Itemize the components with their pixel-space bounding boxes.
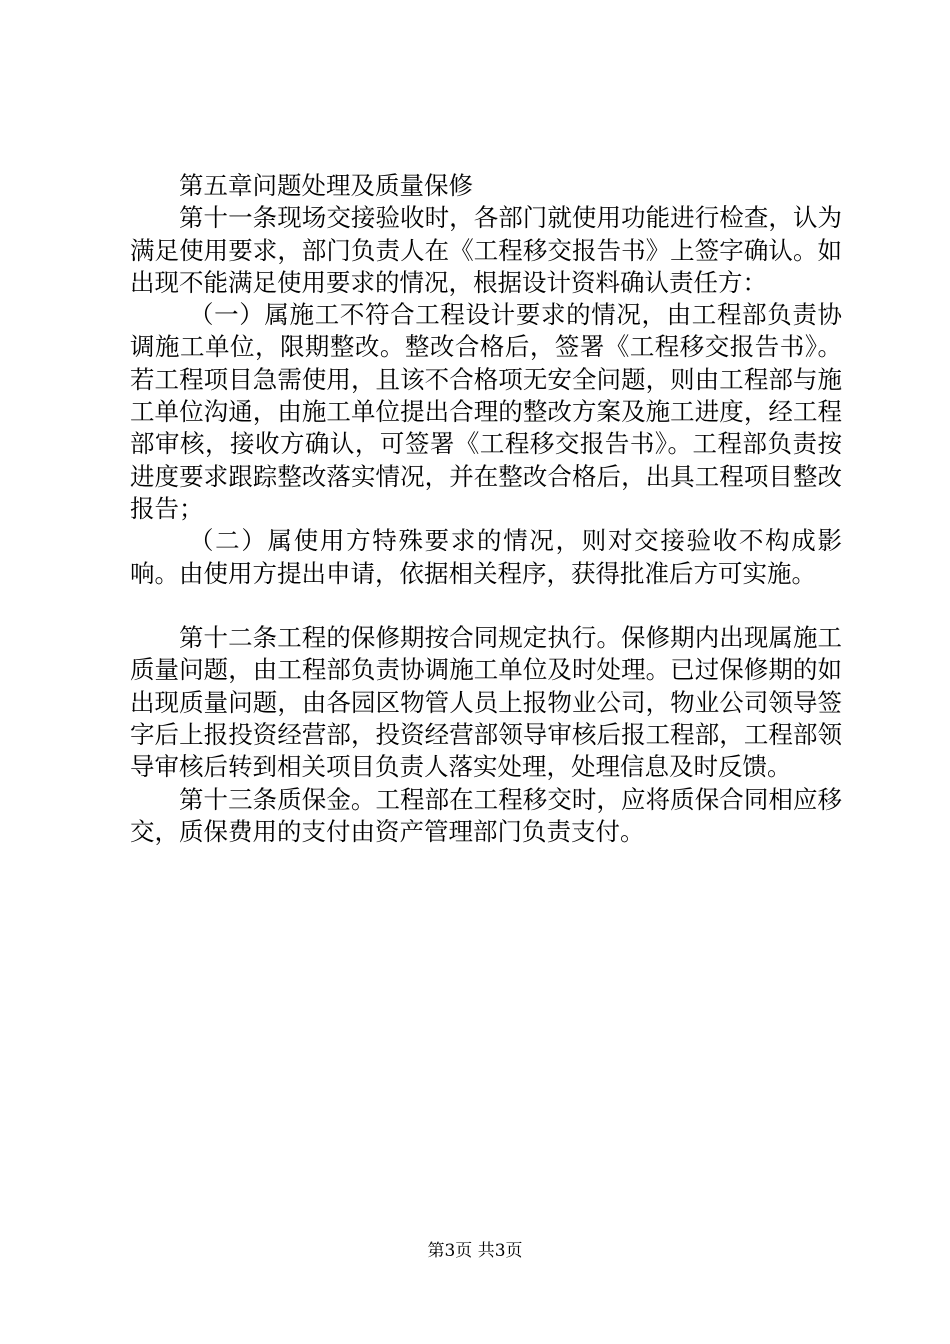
page-footer (0, 1241, 950, 1261)
page-number: 第3页 共3页 (427, 1241, 523, 1261)
article-13-paragraph: 第十三条质保金。工程部在工程移交时，应将质保合同相应移交，质保费用的支付由资产管理部门负责支付。 (130, 784, 842, 846)
item-1-paragraph: （一）属施工不符合工程设计要求的情况，由工程部负责协调施工单位，限期整改。整改合格后，签署《工程移交报告书》。若工程项目急需使用，且该不合格项无安全问题，则由工程部与施工单位沟通，由施工单位提出合理的整改方案及施工进度，经工程部审核，接收方确认，可签署《工程移交报告书》。工程部负责按进度要求跟踪整改落实情况，并在整改合格后，出具工程项目整改报告； (130, 300, 842, 523)
item-2-paragraph: （二）属使用方特殊要求的情况，则对交接验收不构成影响。由使用方提出申请，依据相关程序，获得批准后方可实施。 (130, 526, 842, 588)
paragraph-spacer (130, 590, 842, 622)
article-11-paragraph: 第十一条现场交接验收时，各部门就使用功能进行检查，认为满足使用要求，部门负责人在《工程移交报告书》上签字确认。如出现不能满足使用要求的情况，根据设计资料确认责任方： (130, 203, 842, 297)
article-12-paragraph: 第十二条工程的保修期按合同规定执行。保修期内出现属施工质量问题，由工程部负责协调施工单位及时处理。已过保修期的如出现质量问题，由各园区物管人员上报物业公司，物业公司领导签字后上报投资经营部，投资经营部领导审核后报工程部，工程部领导审核后转到相关项目负责人落实处理，处理信息及时反馈。 (130, 623, 842, 782)
chapter-title: 第五章问题处理及质量保修 (179, 171, 473, 200)
document-body (130, 170, 842, 848)
